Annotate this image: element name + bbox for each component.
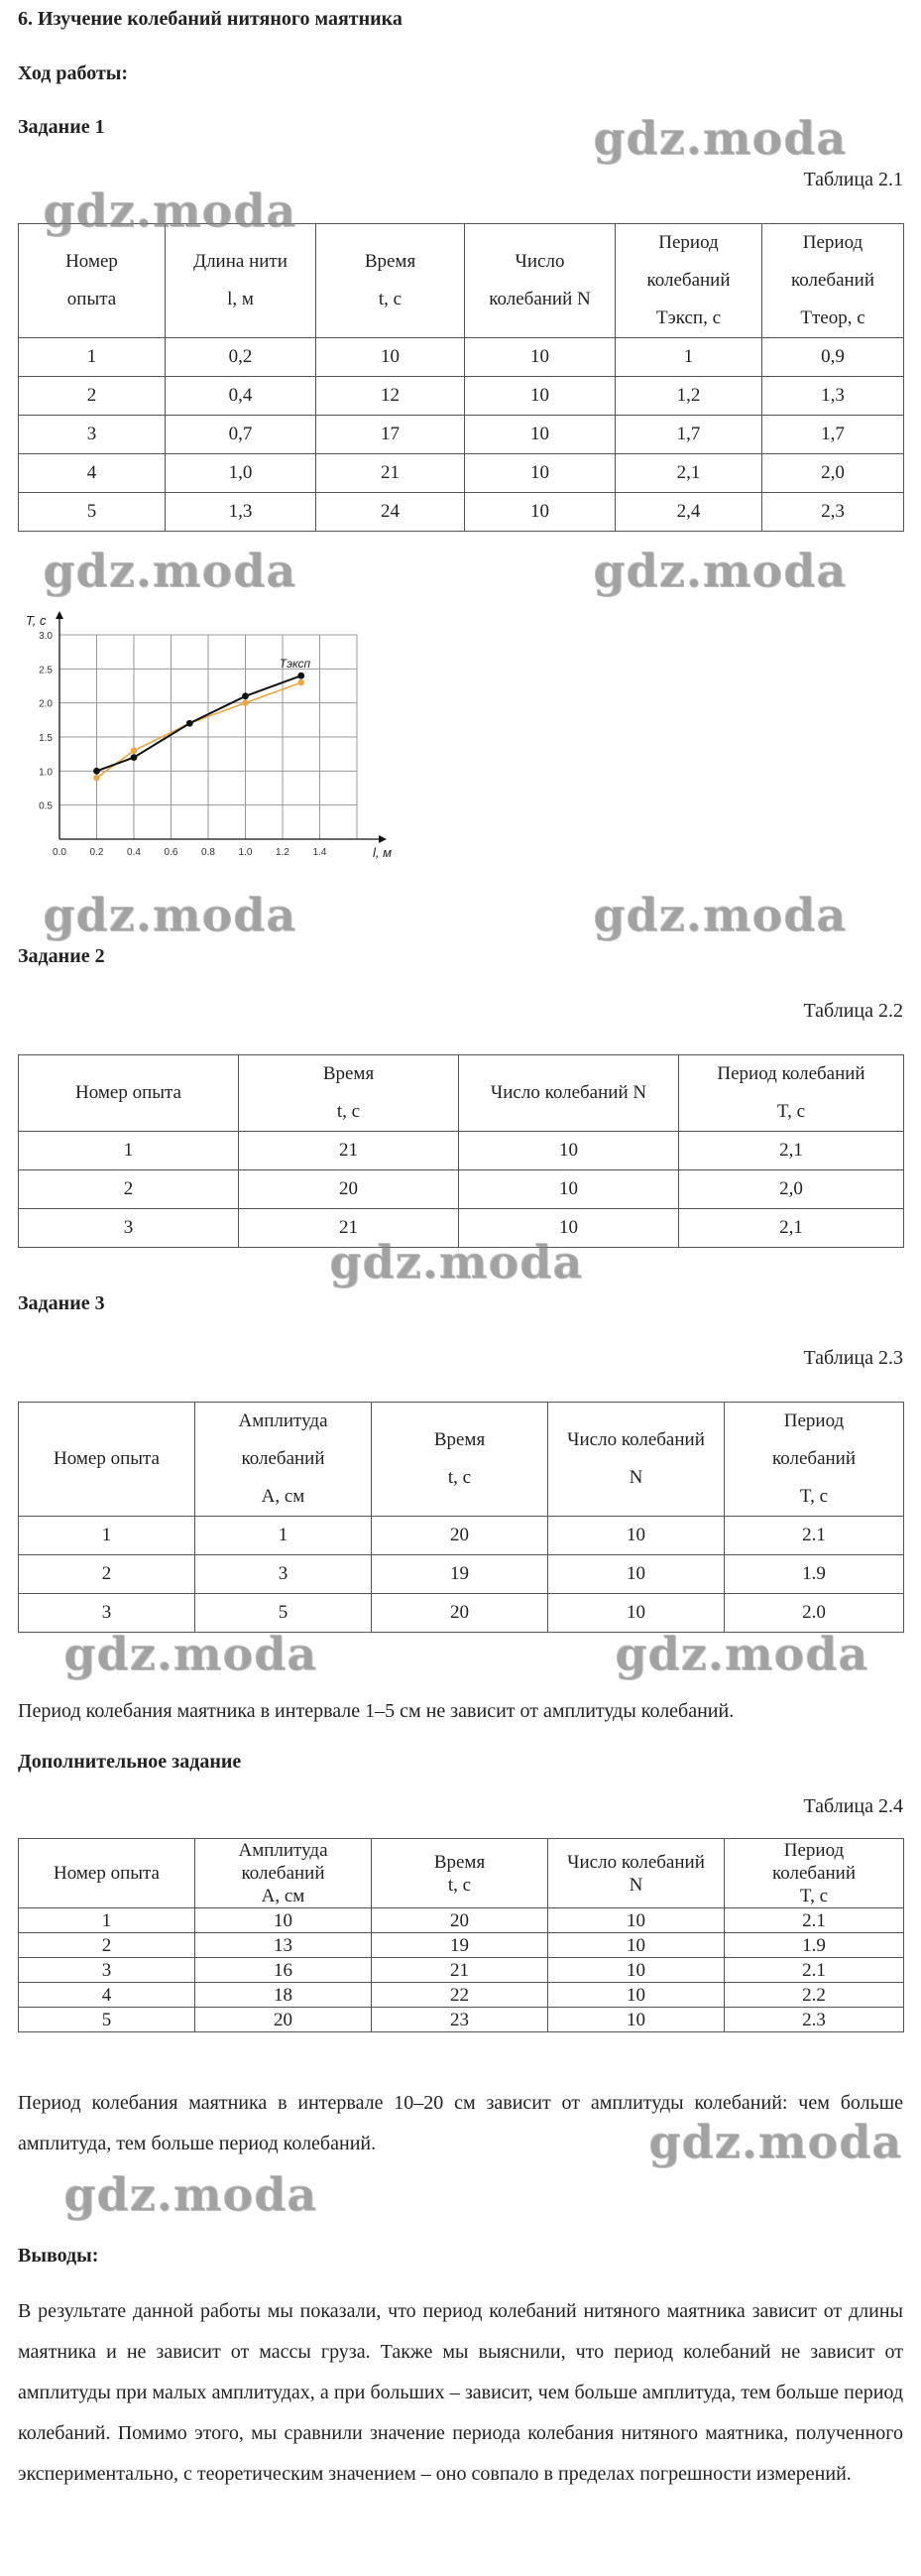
x-tick-label: 0.6 [164, 847, 178, 858]
table-cell: 0,2 [166, 338, 316, 377]
table-cell: 2.1 [725, 1517, 904, 1555]
data-point [297, 673, 304, 679]
table-header-cell [195, 1403, 372, 1517]
table-row [19, 1555, 904, 1594]
table-cell: 20 [195, 2008, 372, 2032]
table-cell: 10 [465, 416, 616, 454]
x-tick-label: 0.4 [127, 847, 141, 858]
header-line: колебаний [241, 1448, 325, 1469]
header-line: Tтеор, с [800, 307, 865, 328]
watermark: gdz.moda [63, 1627, 317, 1680]
table-cell: 3 [19, 1594, 195, 1633]
header-line: Амплитуда [238, 1840, 328, 1861]
table-cell: 10 [548, 1933, 725, 1958]
table-cell: 2,3 [762, 493, 904, 532]
table-cell: 20 [372, 1594, 548, 1633]
header-line: Время [364, 251, 416, 272]
header-line: колебаний [771, 1448, 857, 1469]
header-line: Период [802, 232, 863, 253]
table-header-cell [239, 1055, 459, 1132]
table-cell: 1.9 [725, 1933, 904, 1958]
header-line: t, с [336, 1101, 361, 1122]
table-cell: 1,2 [616, 377, 762, 416]
table-cell: 10 [465, 454, 616, 493]
table-cell: 1 [19, 1517, 195, 1555]
header-line: T, с [799, 1886, 829, 1906]
watermark: gdz.moda [43, 544, 296, 597]
watermark: gdz.moda [43, 888, 296, 941]
watermark: gdz.moda [648, 2115, 902, 2168]
table-cell: 1,0 [166, 454, 316, 493]
x-tick-label: 1.4 [312, 847, 327, 858]
data-point [93, 768, 100, 775]
table-header-row [19, 224, 904, 338]
header-line: Период [783, 1411, 845, 1431]
header-line: Число колебаний [567, 1429, 705, 1450]
table-row [19, 377, 904, 416]
y-axis-label: T, с [26, 613, 47, 628]
watermark: gdz.moda [593, 111, 847, 165]
watermark: gdz.moda [329, 1235, 583, 1288]
table-header-cell [19, 224, 166, 338]
data-point [93, 775, 99, 781]
table-cell: 2.1 [725, 1908, 904, 1933]
table-cell: 2,4 [616, 493, 762, 532]
header-line: T, с [799, 1486, 829, 1507]
x-tick-label: 0.0 [53, 847, 66, 858]
task2-heading: Задание 2 [18, 945, 105, 967]
table-row [19, 1983, 904, 2008]
table-cell: 21 [372, 1958, 548, 1983]
table-row [19, 2008, 904, 2032]
table-cell: 1 [616, 338, 762, 377]
extra-conclusion: Период колебания маятника в интервале 10–20 см зависит от амплитуды колебаний: чем больше амплитуда, тем больше период колебаний. [18, 2092, 903, 2154]
table-cell: 0,7 [166, 416, 316, 454]
table-header-cell [166, 224, 316, 338]
data-point [131, 748, 137, 754]
header-line: l, м [227, 289, 254, 309]
table-header-cell [725, 1839, 904, 1908]
extra-heading: Дополнительное задание [18, 1751, 242, 1773]
period-vs-length-chart [18, 607, 404, 865]
table-cell: 10 [195, 1908, 372, 1933]
table-cell: 18 [195, 1983, 372, 2008]
y-tick-label: 1.5 [39, 733, 53, 744]
header-line: t, с [378, 289, 403, 309]
series-label: Tэксп [279, 657, 311, 672]
table-row [19, 1908, 904, 1933]
table-2-3 [18, 1402, 904, 1633]
conclusions-heading: Выводы: [18, 2245, 99, 2267]
table-cell: 20 [372, 1908, 548, 1933]
table-cell: 10 [548, 1908, 725, 1933]
y-tick-label: 0.5 [39, 800, 53, 812]
table-cell: 10 [548, 1983, 725, 2008]
table-2-4-caption: Таблица 2.4 [803, 1795, 903, 1817]
table-cell: 10 [465, 338, 616, 377]
header-line: t, с [447, 1874, 472, 1896]
data-point [186, 720, 193, 727]
table-cell: 3 [19, 1209, 239, 1248]
table-cell: 3 [19, 1958, 195, 1983]
task1-heading: Задание 1 [18, 116, 105, 138]
header-line: Период [783, 1840, 845, 1861]
table-cell: 1 [19, 1908, 195, 1933]
data-point [242, 699, 248, 705]
table-cell: 3 [19, 416, 166, 454]
y-tick-label: 3.0 [39, 631, 53, 642]
header-line: A, см [261, 1886, 305, 1906]
header-line: Tэксп, с [655, 307, 722, 328]
table-cell: 16 [195, 1958, 372, 1983]
header-line: Номер опыта [75, 1082, 181, 1103]
table-cell: 13 [195, 1933, 372, 1958]
table-header-cell [316, 224, 465, 338]
table-row [19, 1170, 904, 1209]
header-line: Время [433, 1429, 486, 1450]
table-cell: 10 [316, 338, 465, 377]
table-header-cell [725, 1403, 904, 1517]
table-row [19, 338, 904, 377]
table-cell: 1,3 [166, 493, 316, 532]
table-cell: 10 [548, 1594, 725, 1633]
table-header-row [19, 1839, 904, 1908]
table-cell: 2 [19, 1555, 195, 1594]
header-line: Номер [65, 251, 118, 272]
table-cell: 22 [372, 1983, 548, 2008]
table-cell: 0,4 [166, 377, 316, 416]
table-cell: 1 [195, 1517, 372, 1555]
table-row [19, 416, 904, 454]
y-tick-label: 1.0 [39, 767, 53, 779]
table-2-3-caption: Таблица 2.3 [803, 1347, 903, 1369]
table-cell: 20 [372, 1517, 548, 1555]
table-cell: 3 [195, 1555, 372, 1594]
table-header-cell [762, 224, 904, 338]
table-2-2-caption: Таблица 2.2 [803, 1000, 903, 1022]
workflow-heading: Ход работы: [18, 62, 129, 84]
data-point [242, 692, 249, 699]
watermark: gdz.moda [63, 2167, 317, 2221]
header-line: Период [658, 232, 719, 253]
table-header-row [19, 1055, 904, 1132]
header-line: Период колебаний [717, 1063, 865, 1084]
doc-title: 6. Изучение колебаний нитяного маятника [18, 8, 403, 30]
table-cell: 10 [459, 1209, 679, 1248]
table-header-cell [372, 1403, 548, 1517]
header-line: колебаний [771, 1863, 857, 1884]
table-header-cell [195, 1839, 372, 1908]
table-cell: 10 [465, 377, 616, 416]
table-cell: 5 [19, 2008, 195, 2032]
table-cell: 5 [195, 1594, 372, 1633]
header-line: колебаний N [489, 289, 591, 309]
table-header-cell [679, 1055, 904, 1132]
chart-svg [18, 607, 404, 865]
table-cell: 10 [548, 2008, 725, 2032]
x-axis-label: l, м [373, 845, 393, 860]
data-point [131, 754, 138, 761]
header-line: колебаний [646, 270, 731, 291]
table-cell: 1 [19, 338, 166, 377]
table-cell: 1,3 [762, 377, 904, 416]
header-line: N [629, 1874, 643, 1896]
table-cell: 2,0 [762, 454, 904, 493]
table-row [19, 454, 904, 493]
watermark: gdz.moda [615, 1627, 868, 1680]
table-cell: 10 [459, 1170, 679, 1209]
table-header-cell [19, 1403, 195, 1517]
header-line: N [629, 1467, 643, 1488]
header-line: Длина нити [193, 251, 288, 272]
table-row [19, 1517, 904, 1555]
task3-heading: Задание 3 [18, 1292, 105, 1314]
table-header-cell [548, 1403, 725, 1517]
table-cell: 2,1 [679, 1209, 904, 1248]
table-2-1 [18, 223, 904, 532]
data-point [298, 679, 304, 685]
header-line: A, см [261, 1486, 305, 1507]
table-cell: 21 [316, 454, 465, 493]
table-cell: 17 [316, 416, 465, 454]
table-header-cell [372, 1839, 548, 1908]
table-header-row [19, 1403, 904, 1517]
series-line [97, 682, 301, 778]
table-cell: 23 [372, 2008, 548, 2032]
table-cell: 2 [19, 1933, 195, 1958]
y-axis-arrow [56, 611, 63, 619]
header-line: Время [322, 1063, 375, 1084]
table-header-cell [465, 224, 616, 338]
table-cell: 1,7 [616, 416, 762, 454]
series-line [97, 675, 301, 771]
table-header-cell [548, 1839, 725, 1908]
table-cell: 20 [239, 1170, 459, 1209]
table-2-1-caption: Таблица 2.1 [803, 169, 903, 190]
header-line: Число колебаний N [490, 1082, 647, 1103]
table-cell: 0,9 [762, 338, 904, 377]
header-line: t, с [447, 1467, 472, 1488]
table-cell: 21 [239, 1209, 459, 1248]
x-axis-arrow [379, 835, 387, 843]
table-cell: 2,0 [679, 1170, 904, 1209]
conclusions-text: В результате данной работы мы показали, что период колебаний нитяного маятника зависит от длины маятника и не зависит от массы груза. Также мы выяснили, что период колебаний не зависит от амплитуды при малых амплитудах, а при больших – зависит, чем больше амплитуда, тем больше период колебаний. Помимо этого, мы сравнили значение периода колебания нитяного маятника, полученного экспериментально, с теоретическим значением – оно совпало в пределах погрешности измерений. [18, 2300, 903, 2485]
table-cell: 2,1 [679, 1132, 904, 1170]
table-2-2 [18, 1054, 904, 1248]
x-tick-label: 0.2 [89, 847, 104, 858]
table-cell: 24 [316, 493, 465, 532]
table-cell: 2.3 [725, 2008, 904, 2032]
table-cell: 10 [548, 1555, 725, 1594]
task3-conclusion: Период колебания маятника в интервале 1–5 см не зависит от амплитуды колебаний. [18, 1700, 735, 1722]
table-cell: 5 [19, 493, 166, 532]
watermark: gdz.moda [593, 888, 847, 941]
table-header-cell [19, 1055, 239, 1132]
header-line: Число колебаний [567, 1851, 705, 1873]
table-header-cell [19, 1839, 195, 1908]
table-row [19, 1958, 904, 1983]
header-line: T, с [776, 1101, 806, 1122]
table-cell: 2.1 [725, 1958, 904, 1983]
y-tick-label: 2.0 [39, 698, 53, 710]
table-cell: 1,7 [762, 416, 904, 454]
table-cell: 4 [19, 454, 166, 493]
table-row [19, 493, 904, 532]
header-line: колебаний [241, 1863, 325, 1884]
table-header-cell [459, 1055, 679, 1132]
header-line: Номер опыта [54, 1863, 160, 1884]
table-cell: 19 [372, 1933, 548, 1958]
header-line: опыта [66, 289, 117, 309]
table-row [19, 1132, 904, 1170]
x-tick-label: 1.2 [276, 847, 289, 858]
table-cell: 10 [465, 493, 616, 532]
watermark: gdz.moda [593, 544, 847, 597]
table-cell: 1 [19, 1132, 239, 1170]
y-tick-label: 2.5 [39, 665, 53, 676]
table-cell: 12 [316, 377, 465, 416]
header-line: Амплитуда [238, 1411, 328, 1431]
table-cell: 2 [19, 377, 166, 416]
table-cell: 1.9 [725, 1555, 904, 1594]
table-row [19, 1933, 904, 1958]
table-header-cell [616, 224, 762, 338]
table-cell: 4 [19, 1983, 195, 2008]
table-cell: 10 [548, 1958, 725, 1983]
table-cell: 21 [239, 1132, 459, 1170]
table-cell: 10 [459, 1132, 679, 1170]
table-cell: 2 [19, 1170, 239, 1209]
table-cell: 2.2 [725, 1983, 904, 2008]
header-line: Время [433, 1851, 486, 1873]
header-line: Число [515, 251, 565, 272]
header-line: Номер опыта [54, 1448, 160, 1469]
table-2-4 [18, 1838, 904, 2032]
x-tick-label: 1.0 [238, 847, 253, 858]
table-cell: 19 [372, 1555, 548, 1594]
table-cell: 10 [548, 1517, 725, 1555]
header-line: колебаний [790, 270, 875, 291]
x-tick-label: 0.8 [201, 847, 215, 858]
watermark: gdz.moda [43, 184, 296, 237]
table-cell: 2.0 [725, 1594, 904, 1633]
table-cell: 2,1 [616, 454, 762, 493]
